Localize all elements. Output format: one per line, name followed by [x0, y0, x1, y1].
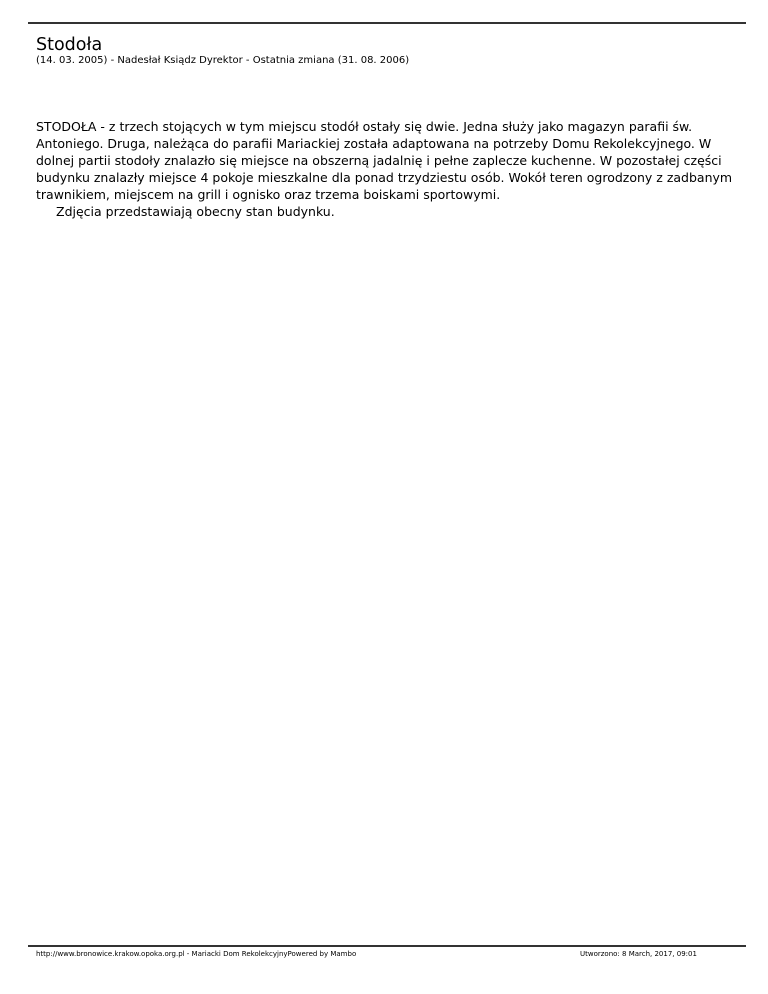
- article-title: Stodoła: [36, 35, 103, 55]
- article-body: [36, 118, 736, 220]
- footer-created-date: Utworzono: 8 March, 2017, 09:01: [580, 950, 697, 958]
- bottom-divider: [28, 945, 746, 947]
- article-paragraph: Zdjęcia przedstawiają obecny stan budynku.: [56, 204, 335, 219]
- footer-source: http://www.bronowice.krakow.opoka.org.pl - Mariacki Dom RekolekcyjnyPowered by Mambo: [36, 950, 357, 958]
- top-divider: [28, 22, 746, 24]
- article-meta: (14. 03. 2005) - Nadesłał Ksiądz Dyrektor - Ostatnia zmiana (31. 08. 2006): [36, 55, 410, 66]
- article-paragraph: STODOŁA - z trzech stojących w tym miejscu stodół ostały się dwie. Jedna służy jako magazyn parafii św. Antoniego. Druga, należąca do parafii Mariackiej została adaptowana na potrzeby Domu Rekolekcyjnego. W dolnej partii stodoły znalazło się miejsce na obszerną jadalnię i pełne zaplecze kuchenne. W pozostałej części budynku znalazły miejsce 4 pokoje mieszkalne dla ponad trzydziestu osób. Wokół teren ogrodzony z zadbanym trawnikiem, miejscem na grill i ognisko oraz trzema boiskami sportowymi.: [36, 119, 733, 202]
